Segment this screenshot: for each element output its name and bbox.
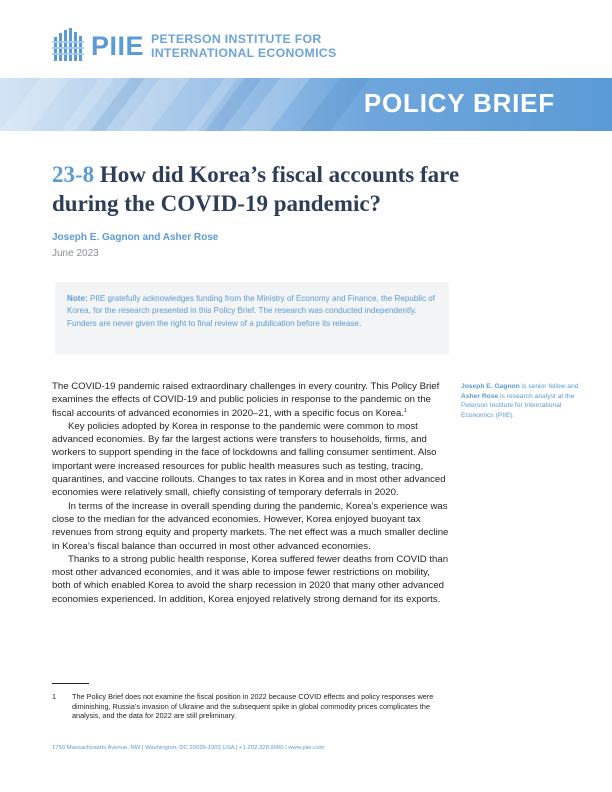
piie-building-icon (52, 27, 86, 65)
note-label: Note: (67, 294, 88, 303)
policy-brief-banner (0, 78, 612, 131)
author-bio-sidebar (461, 382, 581, 420)
paragraph-3: In terms of the increase in overall spending during the pandemic, Korea’s experience was close to the median for the advanced economies. However, Korea enjoyed buoyant tax revenues from strong equity and property markets. The net effect was a much smaller decline in Korea’s fiscal balance than occurred in most other advanced economies. (52, 500, 449, 552)
note-text: PIIE gratefully acknowledges funding from the Ministry of Economy and Finance, the Republic of Korea, for the research presented in this Policy Brief. The research was conducted independently. Funders are never given the right to final review of a publication before its release. (67, 294, 436, 328)
footnote-divider (52, 683, 89, 684)
brief-number: 23-8 (52, 162, 95, 187)
document-title (52, 160, 472, 218)
footnote-number: 1 (52, 692, 57, 701)
page-footer: 1750 Massachusetts Avenue, NW | Washington, DC 20036-1903 USA | +1.202.328.9000 | www.piie.com (52, 745, 325, 751)
logo-abbreviation: PIIE (91, 30, 145, 61)
author-2-name: Asher Rose (461, 392, 499, 400)
funding-note (55, 282, 449, 354)
logo-full-name (151, 32, 336, 60)
author-1-name: Joseph E. Gagnon (461, 383, 520, 390)
publication-date: June 2023 (52, 248, 99, 259)
banner-title: POLICY BRIEF (363, 88, 555, 118)
paragraph-1-text: The COVID-19 pandemic raised extraordinary challenges in every country. This Policy Brief examines the effects of COVID-19 and public policies in response to the pandemic on the fiscal accounts of advanced economies in 2020–21, with a specific focus on Korea. (52, 381, 440, 419)
footnote-ref[interactable]: 1 (403, 407, 408, 414)
body-text (52, 380, 450, 606)
author-2-role: is research analyst at the Peterson Institute for International Economics (PIIE). (461, 392, 575, 419)
logo-name-line-1: PETERSON INSTITUTE FOR (151, 32, 322, 46)
paragraph-4: Thanks to a strong public health response, Korea suffered fewer deaths from COVID than most other advanced economies, and it was able to impose fewer restrictions on mobility, both of which enabled Korea to avoid the sharp recession in 2020 that many other advanced economies experienced. In addition, Korea enjoyed relatively strong demand for its exports. (52, 553, 449, 605)
authors: Joseph E. Gagnon and Asher Rose (52, 232, 219, 243)
logo-name-line-2: INTERNATIONAL ECONOMICS (151, 46, 337, 60)
paragraph-1 (52, 380, 450, 420)
footnote-text: The Policy Brief does not examine the fiscal position in 2022 because COVID effects and policy responses were diminishing, Russia’s invasion of Ukraine and the subsequent spike in global commodity prices complicates the analysis, and the data for 2022 are still preliminary. (72, 692, 434, 721)
author-1-role: is senior fellow and (521, 383, 579, 390)
piie-logo (52, 26, 336, 66)
paragraph-2: Key policies adopted by Korea in response to the pandemic were common to most advanced economies. By far the largest actions were transfers to households, firms, and workers to support spending in the face of lockdowns and falling consumer sentiment. Also important were increased resources for public health measures such as testing, tracing, quarantines, and vaccine rollouts. Changes to tax rates in Korea and in most other advanced economies were relatively small, chiefly consisting of temporary deferrals in 2020. (52, 420, 446, 499)
footnote (52, 692, 450, 721)
title-text: How did Korea’s fiscal accounts fare during the COVID-19 pandemic? (52, 162, 460, 216)
